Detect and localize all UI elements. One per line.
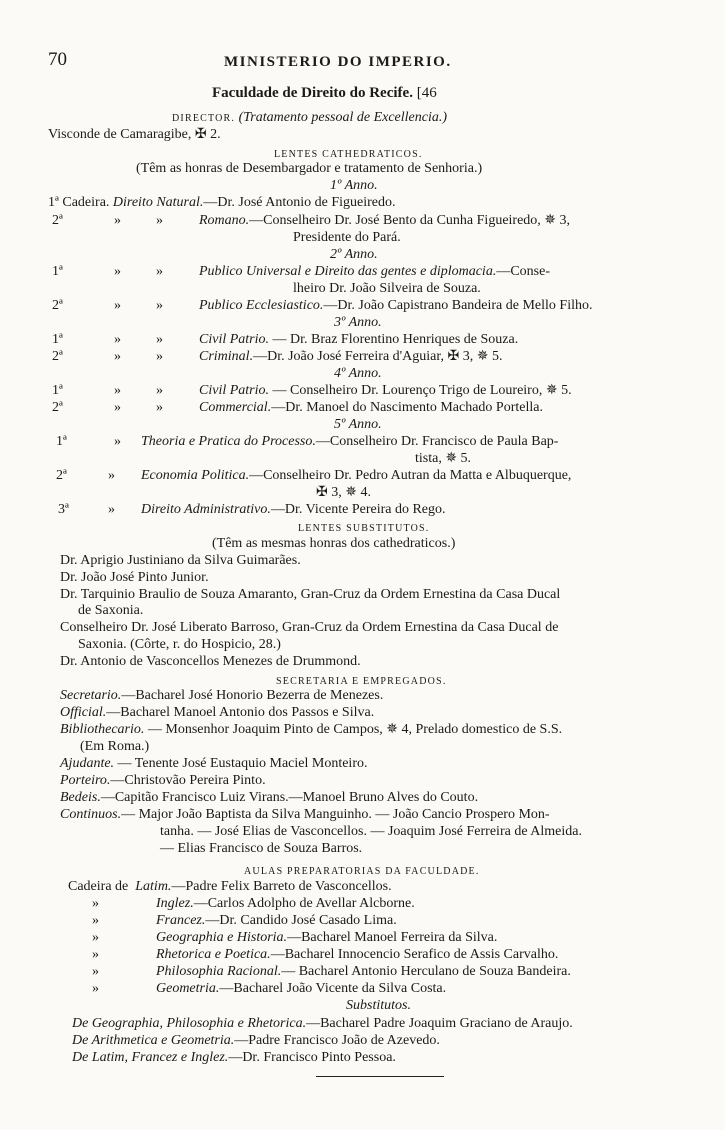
closing-rule (316, 1076, 444, 1077)
chair-num: 2ª (52, 298, 63, 313)
chair-text: Publico Universal e Direito das gentes e diplomacia.—Conse- (199, 264, 550, 279)
chair-num: 2ª (52, 213, 63, 228)
staff-entry: Bedeis.—Capitão Francisco Luiz Virans.—Manoel Bruno Alves do Couto. (60, 790, 479, 805)
director-name: Visconde de Camaragibe, ✠ 2. (48, 127, 221, 142)
chair-num: 1ª (56, 434, 67, 449)
substituto-line: Saxonia. (Côrte, r. do Hospicio, 28.) (78, 637, 281, 652)
staff-entry: Ajudante. — Tenente José Eustaquio Maciel Monteiro. (60, 756, 368, 771)
chair-cont: Presidente do Pará. (293, 230, 401, 245)
page-number: 70 (48, 49, 67, 70)
chair-cont: ✠ 3, ✵ 4. (316, 485, 371, 500)
chair-text: Commercial.—Dr. Manoel do Nascimento Machado Portella. (199, 400, 543, 415)
ditto-mark: » (114, 332, 121, 347)
ditto-mark: » (114, 349, 121, 364)
director-line: DIRECTOR. (Tratamento pessoal de Excellencia.) (172, 110, 448, 125)
staff-entry-cont: — Elias Francisco de Souza Barros. (160, 841, 363, 856)
ditto-mark: » (114, 434, 121, 449)
staff-entry: Porteiro.—Christovão Pereira Pinto. (60, 773, 266, 788)
ditto-mark: » (108, 468, 115, 483)
ditto-mark: » (156, 383, 163, 398)
ditto-mark: » (156, 332, 163, 347)
ditto-mark: » (92, 947, 99, 962)
ditto-mark: » (92, 930, 99, 945)
substituto-line: Dr. João José Pinto Junior. (60, 570, 209, 585)
aula-row: Francez.—Dr. Candido José Casado Lima. (156, 913, 397, 928)
chair-text: Civil Patrio. — Conselheiro Dr. Lourenço Trigo de Loureiro, ✵ 5. (199, 383, 572, 398)
ditto-mark: » (92, 913, 99, 928)
chair-text: Direito Administrativo.—Dr. Vicente Pereira do Rego. (141, 502, 446, 517)
aula-row: Geographia e Historia.—Bacharel Manoel Ferreira da Silva. (156, 930, 498, 945)
staff-entry: Bibliothecario. — Monsenhor Joaquim Pinto de Campos, ✵ 4, Prelado domestico de S.S. (60, 722, 563, 737)
substitutos-honors: (Têm as mesmas honras dos cathedraticos.) (212, 536, 456, 551)
year-label: 1º Anno. (330, 178, 378, 193)
aula-row: Inglez.—Carlos Adolpho de Avellar Alcborne. (156, 896, 415, 911)
substitutos-heading: Substitutos. (346, 998, 411, 1013)
chair-num: 1ª (52, 383, 63, 398)
ditto-mark: » (156, 264, 163, 279)
section-heading-substitutos: LENTES SUBSTITUTOS. (298, 523, 430, 534)
year-label: 4º Anno. (334, 366, 382, 381)
ditto-mark: » (156, 298, 163, 313)
chair-text: Civil Patrio. — Dr. Braz Florentino Henriques de Souza. (199, 332, 519, 347)
staff-entry: Continuos.— Major João Baptista da Silva Manguinho. — João Cancio Prospero Mon- (60, 807, 550, 822)
staff-entry: Secretario.—Bacharel José Honorio Bezerra de Menezes. (60, 688, 384, 703)
chair-num: 2ª (52, 349, 63, 364)
substituto-aula: De Geographia, Philosophia e Rhetorica.—Bacharel Padre Joaquim Graciano de Araujo. (72, 1016, 573, 1031)
aula-row: Philosophia Racional.— Bacharel Antonio Herculano de Souza Bandeira. (156, 964, 571, 979)
section-heading-cathedraticos: LENTES CATHEDRATICOS. (274, 149, 423, 160)
ditto-mark: » (156, 213, 163, 228)
chair-text: Publico Ecclesiastico.—Dr. João Capistrano Bandeira de Mello Filho. (199, 298, 593, 313)
chair-text: Romano.—Conselheiro Dr. José Bento da Cunha Figueiredo, ✵ 3, (199, 213, 571, 228)
substituto-line: Dr. Aprigio Justiniano da Silva Guimarães. (60, 553, 301, 568)
ditto-mark: » (114, 213, 121, 228)
ditto-mark: » (92, 896, 99, 911)
year-label: 3º Anno. (334, 315, 382, 330)
chair-text: Economia Politica.—Conselheiro Dr. Pedro Autran da Matta e Albuquerque, (141, 468, 572, 483)
chair-line: 1ª Cadeira. Direito Natural.—Dr. José Antonio de Figueiredo. (48, 195, 396, 210)
chair-num: 3ª (58, 502, 69, 517)
aula-row: Rhetorica e Poetica.—Bacharel Innocencio Serafico de Assis Carvalho. (156, 947, 559, 962)
ditto-mark: » (92, 981, 99, 996)
chair-cont: tista, ✵ 5. (415, 451, 472, 466)
ditto-mark: » (92, 964, 99, 979)
ditto-mark: » (156, 400, 163, 415)
year-label: 2º Anno. (330, 247, 378, 262)
substituto-line: Dr. Tarquinio Braulio de Souza Amaranto, Gran-Cruz da Ordem Ernestina da Casa Ducal (60, 587, 561, 602)
chair-num: 2ª (52, 400, 63, 415)
running-header: MINISTERIO DO IMPERIO. (224, 54, 452, 70)
aula-row: Cadeira de Latim.—Padre Felix Barreto de Vasconcellos. (68, 879, 392, 894)
faculty-title: Faculdade de Direito do Recife. [46 (212, 85, 437, 101)
ditto-mark: » (114, 298, 121, 313)
substituto-aula: De Arithmetica e Geometria.—Padre Francisco João de Azevedo. (72, 1033, 440, 1048)
ditto-mark: » (108, 502, 115, 517)
ditto-mark: » (114, 400, 121, 415)
cathedraticos-honors: (Têm as honras de Desembargador e tratamento de Senhoria.) (136, 161, 483, 176)
chair-num: 1ª (52, 332, 63, 347)
ditto-mark: » (114, 383, 121, 398)
ditto-mark: » (156, 349, 163, 364)
chair-num: 2ª (56, 468, 67, 483)
substituto-line: Dr. Antonio de Vasconcellos Menezes de Drummond. (60, 654, 361, 669)
chair-cont: lheiro Dr. João Silveira de Souza. (293, 281, 481, 296)
chair-num: 1ª (52, 264, 63, 279)
staff-entry-cont: tanha. — José Elias de Vasconcellos. — Joaquim José Ferreira de Almeida. (160, 824, 582, 839)
year-label: 5º Anno. (334, 417, 382, 432)
aula-row: Geometria.—Bacharel João Vicente da Silva Costa. (156, 981, 447, 996)
chair-text: Criminal.—Dr. João José Ferreira d'Aguiar, ✠ 3, ✵ 5. (199, 349, 503, 364)
chair-text: Theoria e Pratica do Processo.—Conselheiro Dr. Francisco de Paula Bap- (141, 434, 559, 449)
section-heading-secretaria: SECRETARIA E EMPREGADOS. (276, 676, 447, 687)
substituto-line: Conselheiro Dr. José Liberato Barroso, Gran-Cruz da Ordem Ernestina da Casa Ducal de (60, 620, 559, 635)
section-heading-aulas: AULAS PREPARATORIAS DA FACULDADE. (244, 866, 480, 877)
substituto-aula: De Latim, Francez e Inglez.—Dr. Francisco Pinto Pessoa. (72, 1050, 396, 1065)
staff-entry-cont: (Em Roma.) (80, 739, 150, 754)
staff-entry: Official.—Bacharel Manoel Antonio dos Passos e Silva. (60, 705, 375, 720)
ditto-mark: » (114, 264, 121, 279)
substituto-line: de Saxonia. (78, 603, 144, 618)
